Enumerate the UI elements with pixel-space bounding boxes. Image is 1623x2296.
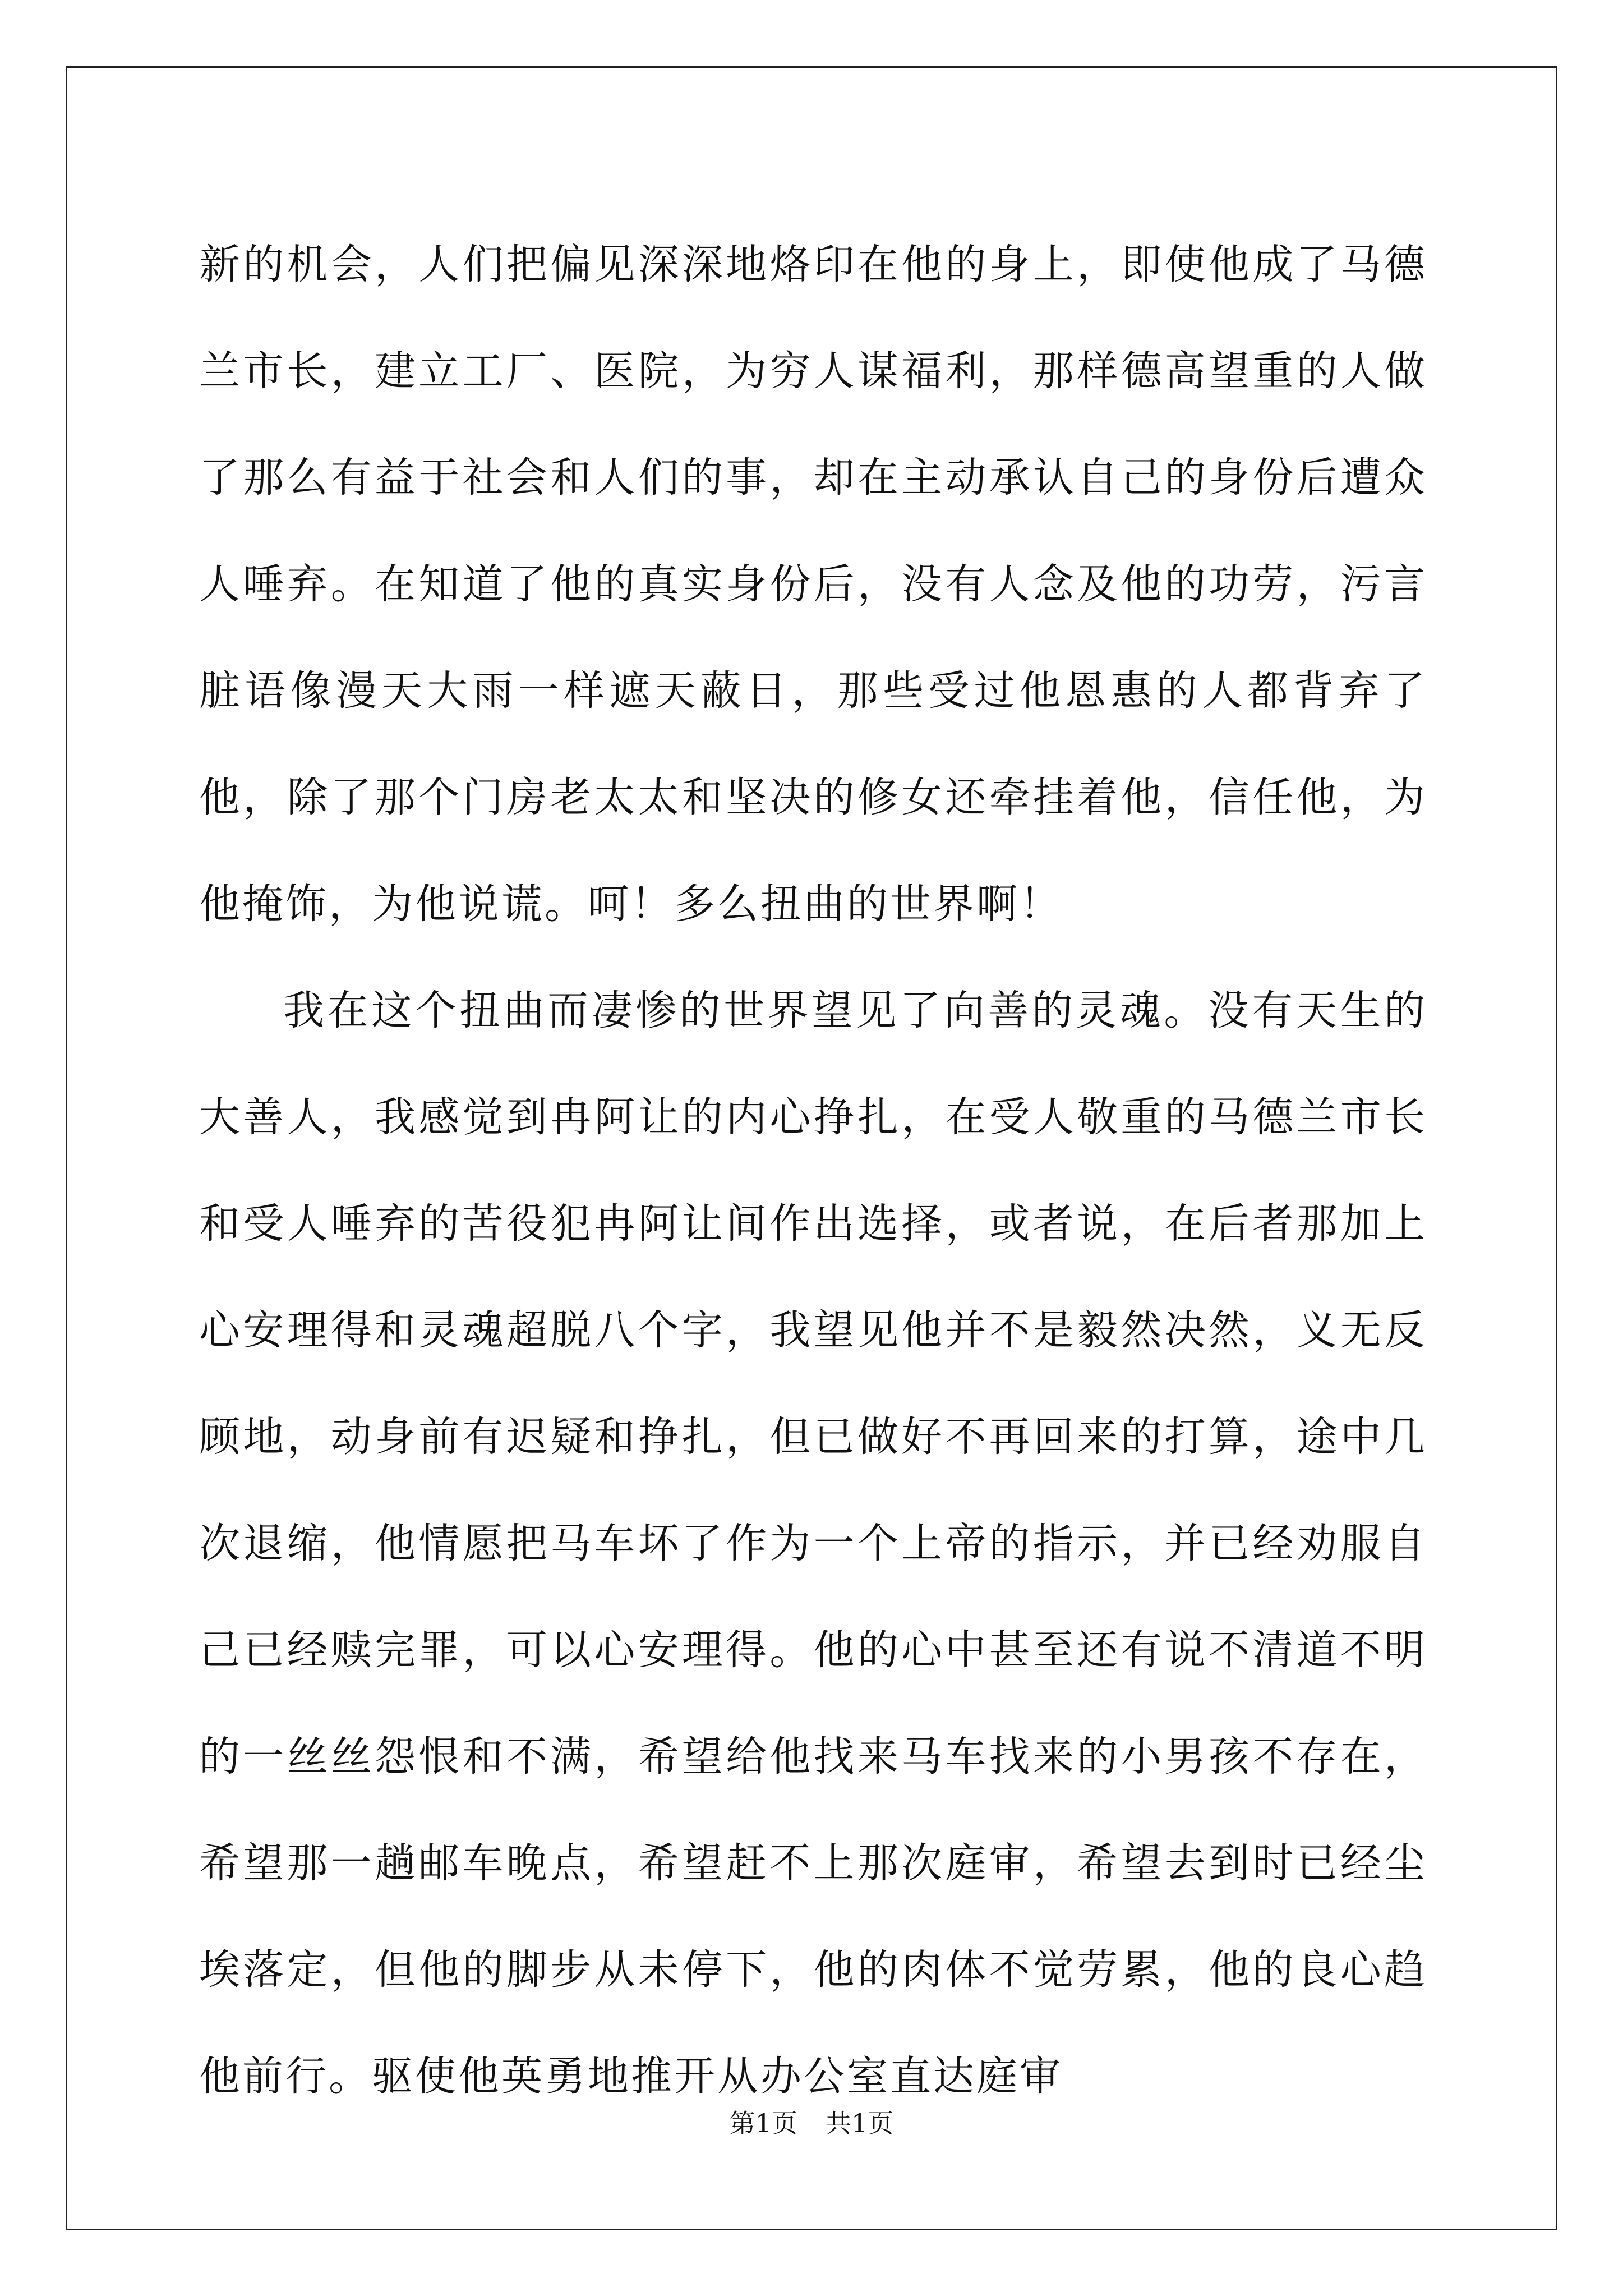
page-number: 第1页: [729, 2108, 797, 2138]
page-footer: [0, 2106, 1623, 2140]
paragraph-1: 新的机会，人们把偏见深深地烙印在他的身上，即使他成了马德兰市长，建立工厂、医院，为穷人谋福利，那样德高望重的人做了那么有益于社会和人们的事，却在主动承认自己的身份后遭众人唾弃。在知道了他的真实身份后，没有人念及他的功劳，污言脏语像漫天大雨一样遮天蔽日，那些受过他恩惠的人都背弃了他，除了那个门房老太太和坚决的修女还牵挂着他，信任他，为他掩饰，为他说谎。呵！多么扭曲的世界啊！: [199, 241, 1427, 928]
page-total: 共1页: [826, 2108, 894, 2138]
paragraph-2: 我在这个扭曲而凄惨的世界望见了向善的灵魂。没有天生的大善人，我感觉到冉阿让的内心挣扎，在受人敬重的马德兰市长和受人唾弃的苦役犯冉阿让间作出选择，或者说，在后者那加上心安理得和灵魂超脱八个字，我望见他并不是毅然决然，义无反顾地，动身前有迟疑和挣扎，但已做好不再回来的打算，途中几次退缩，他情愿把马车坏了作为一个上帝的指示，并已经劝服自己已经赎完罪，可以心安理得。他的心中甚至还有说不清道不明的一丝丝怨恨和不满，希望给他找来马车找来的小男孩不存在，希望那一趟邮车晚点，希望赶不上那次庭审，希望去到时已经尘埃落定，但他的脚步从未停下，他的肉体不觉劳累，他的良心趋他前行。驱使他英勇地推开从办公室直达庭审: [199, 987, 1427, 2100]
document-body: [199, 211, 1427, 2130]
